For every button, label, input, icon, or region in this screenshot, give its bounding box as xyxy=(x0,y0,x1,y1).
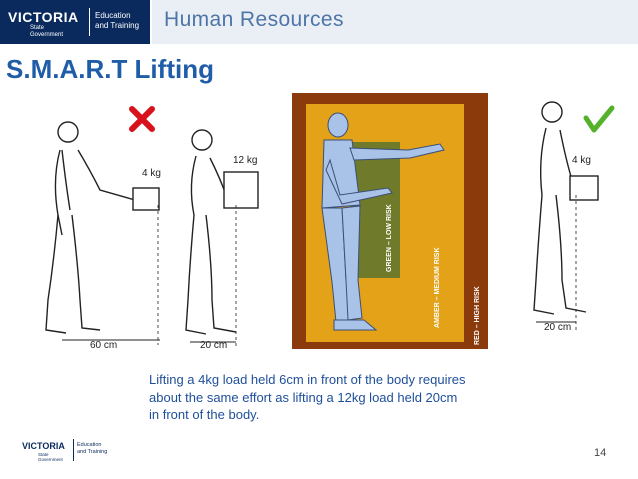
footer-divider xyxy=(73,439,74,461)
figure-right xyxy=(534,102,598,314)
footer-brand-sub: State Government xyxy=(38,452,63,462)
figure-middle-weight: 12 kg xyxy=(233,155,258,166)
figure-left-weight: 4 kg xyxy=(142,168,161,179)
figure-middle-distance: 20 cm xyxy=(200,340,228,351)
figure-right-distance: 20 cm xyxy=(544,322,572,333)
figure-middle-head xyxy=(192,130,212,150)
check-icon xyxy=(586,108,612,130)
footer-brand-name: VICTORIA xyxy=(22,441,65,451)
figure-left-head xyxy=(58,122,78,142)
figure-right-head xyxy=(542,102,562,122)
brand-department: Education and Training xyxy=(95,11,140,30)
zone-red-label: RED – HIGH RISK xyxy=(474,286,481,345)
zone-green-label: GREEN – LOW RISK xyxy=(386,204,393,272)
figure-left-distance: 60 cm xyxy=(90,340,118,351)
figure-right-weight: 4 kg xyxy=(572,155,591,166)
zone-amber-label: AMBER – MEDIUM RISK xyxy=(434,247,441,328)
brand-name: VICTORIA xyxy=(8,9,79,25)
brand-sub: State Government xyxy=(30,25,64,38)
footer-logo xyxy=(22,437,112,465)
header-title: Human Resources xyxy=(164,8,344,31)
slide-caption: Lifting a 4kg load held 6cm in front of the body requires about the same effort as lifting a 12kg load held 20cm in front of the body. xyxy=(149,372,466,422)
footer-department: Education and Training xyxy=(77,442,108,455)
slide-title: S.M.A.R.T Lifting xyxy=(6,54,214,84)
page-number: 14 xyxy=(594,447,607,459)
figure-left xyxy=(46,122,159,333)
cross-icon xyxy=(132,109,152,129)
